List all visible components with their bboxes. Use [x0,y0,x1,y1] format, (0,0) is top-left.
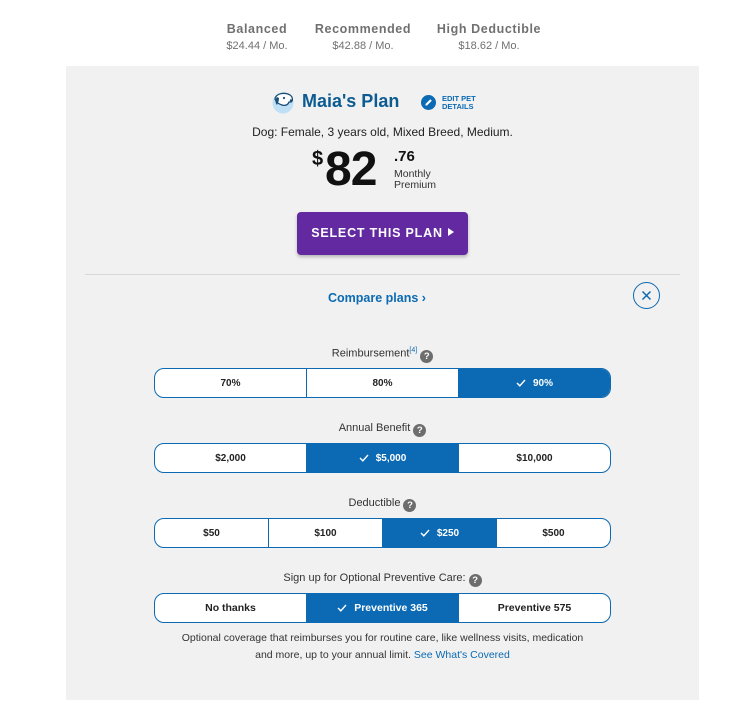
deductible-option-250[interactable] [383,519,497,547]
note-line-2-text: and more, up to your annual limit. [255,649,411,661]
deductible-label: Deductible [348,497,401,509]
edit-pet-label: EDIT PET DETAILS [442,94,476,111]
option-label: 70% [220,377,241,389]
option-label: 90% [532,377,553,389]
tab-balanced[interactable] [214,22,300,52]
option-label: $2,000 [215,452,246,464]
price-caption: Monthly Premium [394,168,437,191]
reimbursement-label-row [66,347,699,363]
option-label: $500 [542,527,565,539]
help-icon[interactable]: ? [413,424,426,437]
tab-name: Recommended [314,22,412,36]
preventive-option-no-thanks[interactable] [155,594,307,622]
play-arrow-icon [448,228,454,236]
option-label: No thanks [205,602,256,614]
pet-description: Dog: Female, 3 years old, Mixed Breed, Medium. [252,125,513,139]
preventive-care-note [66,630,699,664]
reimbursement-label: Reimbursement [331,347,410,360]
preventive-option-365[interactable] [307,594,459,622]
option-label: $10,000 [516,452,553,464]
reimbursement-option-70[interactable] [155,369,307,397]
help-icon[interactable]: ? [469,574,482,587]
plan-header [66,90,699,116]
tab-high-deductible[interactable] [428,22,550,52]
divider [85,274,680,275]
preventive-care-label-row [66,572,699,587]
annual-benefit-option-2000[interactable] [155,444,307,472]
tab-price: $18.62 / Mo. [458,40,520,52]
option-label: Preventive 575 [497,602,572,614]
tab-recommended[interactable] [309,22,417,52]
preventive-care-label: Sign up for Optional Preventive Care: [283,572,466,584]
annual-benefit-label-row [66,422,699,437]
dog-icon [270,90,296,114]
plan-title: Maia's Plan [302,91,400,111]
checkmark-icon [359,454,369,462]
select-plan-label: SELECT THIS PLAN [311,226,443,240]
price-whole: 82 [325,143,377,196]
help-icon[interactable]: ? [420,350,433,363]
preventive-option-575[interactable] [459,594,610,622]
compare-plans-link[interactable]: Compare plans › [328,291,426,305]
checkmark-icon [337,604,347,612]
option-label: $5,000 [375,452,407,464]
deductible-option-100[interactable] [269,519,383,547]
select-plan-button[interactable] [297,212,468,255]
annual-benefit-option-10000[interactable] [459,444,610,472]
deductible-option-50[interactable] [155,519,269,547]
plan-panel [66,66,699,700]
plan-tabs [0,22,752,58]
reimbursement-option-80[interactable] [307,369,459,397]
close-icon [641,290,652,301]
note-line-2 [66,647,699,664]
option-label: 80% [372,377,393,389]
option-label: $100 [314,527,337,539]
help-icon[interactable]: ? [403,499,416,512]
tab-name: Balanced [226,22,288,36]
price-cents: .76 [394,148,415,165]
reimbursement-option-90[interactable] [459,369,610,397]
deductible-selector [154,518,611,548]
note-line-1: Optional coverage that reimburses you for routine care, like wellness visits, medication [181,632,584,644]
monthly-premium [312,143,472,198]
checkmark-icon [420,529,430,537]
option-label: $50 [203,527,220,539]
reimbursement-selector [154,368,611,398]
tab-price: $42.88 / Mo. [332,40,394,52]
annual-benefit-label: Annual Benefit [338,422,411,434]
deductible-option-500[interactable] [497,519,610,547]
annual-benefit-selector [154,443,611,473]
footnote-link[interactable]: [4] [409,347,418,354]
option-label: $250 [436,527,460,539]
preventive-care-selector [154,593,611,623]
edit-pet-details-link[interactable] [421,92,501,114]
checkmark-icon [516,379,526,387]
annual-benefit-option-5000[interactable] [307,444,459,472]
pencil-icon [421,95,436,110]
tab-name: High Deductible [436,22,542,36]
see-whats-covered-link[interactable]: See What's Covered [413,649,510,661]
price-symbol: $ [312,148,324,170]
option-label: Preventive 365 [354,602,428,614]
deductible-label-row [66,497,699,512]
tab-price: $24.44 / Mo. [226,40,288,52]
close-button[interactable] [633,282,660,309]
